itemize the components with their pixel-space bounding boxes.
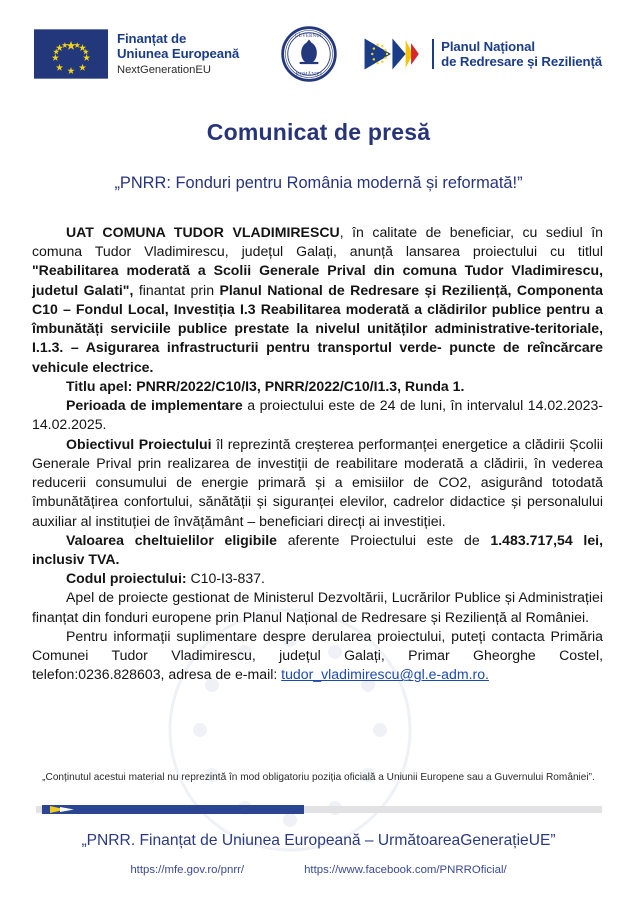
project-code-value: C10-I3-837. — [186, 570, 265, 587]
eu-logo-line1: Finanțat de — [117, 30, 187, 46]
pnrr-logo-line2: de Redresare și Reziliență — [441, 54, 602, 69]
paragraph-managing-authority — [32, 588, 603, 626]
paragraph-objective — [32, 435, 603, 531]
paragraph-eligible-value — [32, 531, 603, 569]
page-title: Comunicat de presă — [206, 119, 431, 145]
footer-progress-bar — [36, 802, 602, 816]
document-body — [32, 223, 603, 685]
svg-text:ROMÂNIEI: ROMÂNIEI — [296, 72, 323, 78]
project-title: "Reabilitarea moderată a Scolii Generale Prival din comuna Tudor Vladimirescu, judetul Galati", — [32, 262, 603, 298]
pnrr-logo-text — [432, 39, 602, 69]
eligible-value-amount: 1.483.717,54 lei, inclusiv TVA. — [32, 531, 604, 567]
logo-header — [0, 0, 637, 86]
eu-logo-text — [117, 32, 239, 76]
beneficiary-intro: , în calitate de beneficiar, cu sediul în comuna Tudor Vladimirescu, județul Galați, anunță lansarea proiectului cu titlul — [32, 224, 603, 260]
project-code-label: Codul proiectului: — [66, 570, 187, 587]
pnrr-arrows-icon — [363, 33, 425, 75]
financing-program: Planul National de Redresare și Reziliență, Componenta C10 – Fondul Local, Investiția I.3 Reabilitarea moderată a clădirilor publice pentru a îmbunătăți serviciile publice prestate la nivelul unităților administrative-teritoriale, I.1.3. – Asigurarea infrastructurii pentru transportul verde- puncte de reîncărcare vehicule electrice. — [32, 281, 604, 375]
footer-slogan: „PNRR. Finanțat de Uniunea Europeană – UrmătoareaGenerațieUE” — [81, 832, 556, 849]
objective-label: Obiectivul Proiectului — [66, 435, 212, 452]
implementation-period-label: Perioada de implementare — [66, 397, 243, 414]
paragraph-project-code — [32, 569, 603, 588]
page-subtitle: „PNRR: Fonduri pentru România modernă și reformată!” — [114, 174, 523, 192]
objective-text: îl reprezintă creșterea performanței energetice a clădirii Școlii Generale Prival prin realizarea de investiții de reabilitare moderată a clădirii, în vederea reducerii consumului de energie primară și a emisiilor de CO2, asigurând totodată îmbunătățirea confortului, sănătății și siguranței elevilor, cadrelor didactice și personalului auxiliar al instituției de învățământ – beneficiari direcți ai investiției. — [32, 435, 603, 529]
paragraph-implementation-period — [32, 396, 603, 434]
eligible-value-connector: aferente Proiectului este de — [277, 531, 491, 548]
managing-authority-text: Apel de proiecte gestionat de Ministerul Dezvoltării, Lucrărilor Publice și Administrației finanțat din fonduri europene prin Planul Național de Redresare și Reziliență al României. — [32, 589, 603, 625]
eu-flag-icon — [34, 29, 108, 79]
footer-link-facebook[interactable]: https://www.facebook.com/PNRROficial/ — [304, 864, 507, 876]
eu-funding-logo — [34, 29, 239, 79]
implementation-period-value: a proiectului este de 24 de luni, în intervalul 14.02.2023-14.02.2025. — [32, 397, 603, 433]
footer-links — [0, 864, 637, 876]
pnrr-logo-line1: Planul Național — [441, 38, 535, 54]
paragraph-contact — [32, 627, 603, 685]
legal-disclaimer: „Conținutul acestui material nu reprezintă în mod obligatoriu poziția oficială a Uniunii Europene sau a Guvernului României”. — [42, 772, 595, 783]
eligible-value-label: Valoarea cheltuielilor eligibile — [66, 531, 277, 548]
footer-link-mfe[interactable]: https://mfe.gov.ro/pnrr/ — [130, 864, 245, 876]
paragraph-beneficiary — [32, 223, 603, 377]
paragraph-call-title — [32, 377, 603, 396]
svg-text:GUVERNUL: GUVERNUL — [294, 34, 324, 40]
pnrr-logo — [363, 33, 602, 75]
footer-bar-graphic — [36, 802, 602, 816]
contact-email-link[interactable]: tudor_vladimirescu@gl.e-adm.ro. — [281, 666, 489, 683]
beneficiary-name: UAT COMUNA TUDOR VLADIMIRESCU — [66, 224, 340, 240]
contact-text: Pentru informații suplimentare despre derularea proiectului, puteți contacta Primăria Comunei Tudor Vladimirescu, județul Galați, Primar Gheorghe Costel, telefon:0236.828603, adresa de e-mail: — [32, 627, 603, 683]
financing-connector: finantat prin — [133, 281, 220, 298]
guvernul-romaniei-seal-icon — [281, 26, 337, 82]
eu-logo-line2: Uniunea Europeană — [117, 45, 240, 61]
call-title: Titlu apel: PNRR/2022/C10/I3, PNRR/2022/C10/I1.3, Runda 1. — [66, 377, 465, 394]
eu-logo-line3: NextGenerationEU — [117, 63, 211, 76]
